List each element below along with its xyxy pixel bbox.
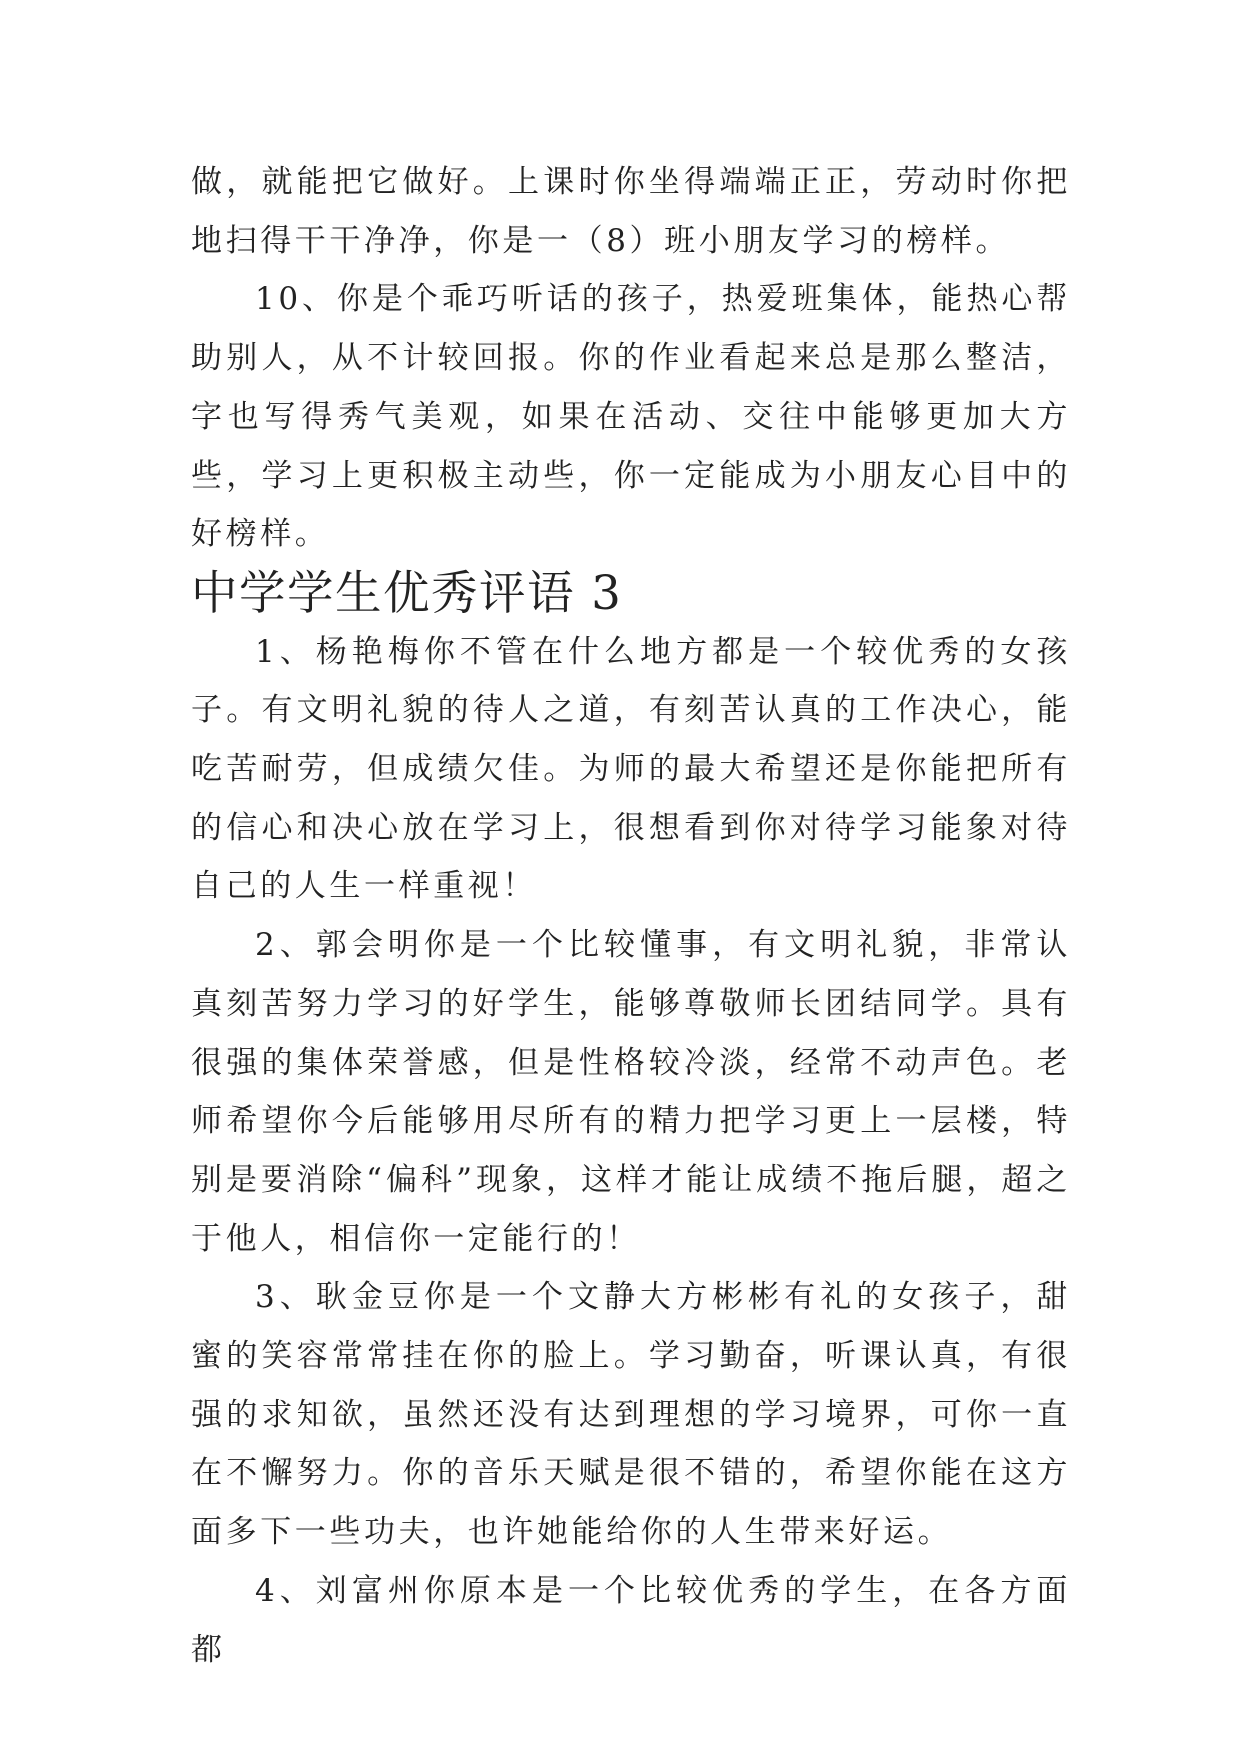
paragraph-comment-4: 4、刘富州你原本是一个比较优秀的学生，在各方面都 [191,1572,1071,1668]
paragraph-comment-10: 10、你是个乖巧听话的孩子，热爱班集体，能热心帮助别人，从不计较回报。你的作业看起来总是那么整洁，字也写得秀气美观，如果在活动、交往中能够更加大方些，学习上更积极主动些，你一定能成为小朋友心目中的好榜样。 [191,281,1071,553]
paragraph-comment-2: 2、郭会明你是一个比较懂事，有文明礼貌，非常认真刻苦努力学习的好学生，能够尊敬师长团结同学。具有很强的集体荣誉感，但是性格较冷淡，经常不动声色。老师希望你今后能够用尽所有的精力把学习更上一层楼，特别是要消除“偏科”现象，这样才能让成绩不拖后腿，超之于他人，相信你一定能行的！ [191,927,1071,1257]
section-heading: 中学学生优秀评语 3 [191,565,623,620]
paragraph-comment-1: 1、杨艳梅你不管在什么地方都是一个较优秀的女孩子。有文明礼貌的待人之道，有刻苦认真的工作决心，能吃苦耐劳，但成绩欠佳。为师的最大希望还是你能把所有的信心和决心放在学习上，很想看到你对待学习能象对待自己的人生一样重视！ [191,633,1071,905]
paragraph-comment-3: 3、耿金豆你是一个文静大方彬彬有礼的女孩子，甜蜜的笑容常常挂在你的脸上。学习勤奋，听课认真，有很强的求知欲，虽然还没有达到理想的学习境界，可你一直在不懈努力。你的音乐天赋是很不错的，希望你能在这方面多下一些功夫，也许她能给你的人生带来好运。 [191,1279,1071,1551]
document-page [191,153,1071,1679]
paragraph-continued: 做，就能把它做好。上课时你坐得端端正正，劳动时你把地扫得干干净净，你是一（8）班小朋友学习的榜样。 [191,164,1071,259]
